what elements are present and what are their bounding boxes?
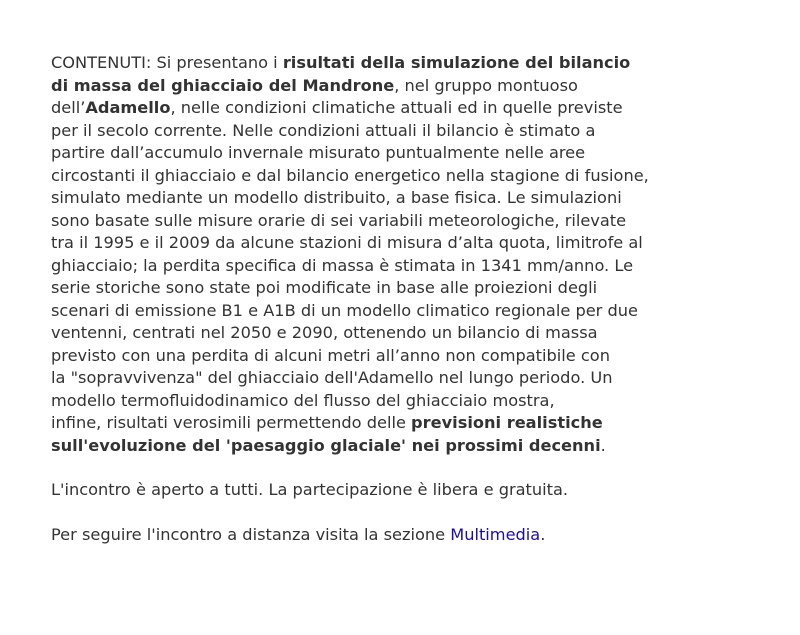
abstract-text: circostanti il ghiacciaio e dal bilancio energetico nella stagione di fusione, <box>51 165 649 185</box>
remote-info <box>51 524 751 547</box>
remote-info-prefix: Per seguire l'incontro a distanza visita la sezione <box>51 524 451 544</box>
event-description <box>51 52 751 546</box>
abstract-line <box>51 52 751 75</box>
abstract-line <box>51 210 751 233</box>
abstract-text: modello termofluidodinamico del flusso del ghiacciaio mostra, <box>51 390 555 410</box>
multimedia-link[interactable]: Multimedia <box>450 524 541 544</box>
abstract-line <box>51 255 751 278</box>
abstract-text: ghiacciaio; la perdita specifica di massa è stimata in 1341 mm/anno. Le <box>51 255 634 275</box>
abstract-line <box>51 412 751 435</box>
abstract-bold-text: Adamello <box>85 98 171 117</box>
abstract-line <box>51 187 751 210</box>
abstract-text: scenari di emissione B1 e A1B di un modello climatico regionale per due <box>51 300 638 320</box>
abstract-text: CONTENUTI: Si presentano i <box>51 53 283 72</box>
abstract-text: sono basate sulle misure orarie di sei variabili meteorologiche, rilevate <box>51 210 627 230</box>
abstract-line <box>51 75 751 98</box>
abstract-line <box>51 232 751 255</box>
abstract-line <box>51 120 751 143</box>
abstract-text: infine, risultati verosimili permettendo delle <box>51 413 412 432</box>
abstract-line <box>51 435 751 458</box>
abstract-text: partire dall’accumulo invernale misurato puntualmente nelle aree <box>51 143 586 162</box>
abstract-bold-text: risultati della simulazione del bilancio <box>282 53 631 72</box>
abstract-line <box>51 142 751 165</box>
abstract-paragraph <box>51 52 751 457</box>
abstract-text: , nelle condizioni climatiche attuali ed in quelle previste <box>170 98 623 117</box>
abstract-line <box>51 367 751 390</box>
abstract-text: ventenni, centrati nel 2050 e 2090, ottenendo un bilancio di massa <box>51 323 598 342</box>
access-note: L'incontro è aperto a tutti. La partecipazione è libera e gratuita. <box>51 480 569 499</box>
abstract-line <box>51 277 751 300</box>
abstract-text: serie storiche sono state poi modificate in base alle proiezioni degli <box>51 278 598 297</box>
abstract-line <box>51 322 751 345</box>
abstract-line <box>51 97 751 120</box>
abstract-text: per il secolo corrente. Nelle condizioni attuali il bilancio è stimato a <box>51 120 596 140</box>
abstract-line <box>51 165 751 188</box>
abstract-bold-text: sull'evoluzione del 'paesaggio glaciale' nei prossimi decenni <box>51 435 601 455</box>
abstract-bold-text: previsioni realistiche <box>411 413 603 432</box>
abstract-line <box>51 300 751 323</box>
abstract-text: la "sopravvivenza" del ghiacciaio dell'Adamello nel lungo periodo. Un <box>51 368 613 387</box>
abstract-text: , nel gruppo montuoso <box>394 75 578 95</box>
remote-info-suffix: . <box>540 524 546 544</box>
abstract-text: simulato mediante un modello distribuito, a base fisica. Le simulazioni <box>51 188 622 207</box>
abstract-text: . <box>600 435 606 455</box>
abstract-line <box>51 390 751 413</box>
abstract-text: tra il 1995 e il 2009 da alcune stazioni di misura d’alta quota, limitrofe al <box>51 233 643 252</box>
abstract-bold-text: di massa del ghiacciaio del Mandrone <box>51 75 395 95</box>
abstract-line <box>51 345 751 368</box>
abstract-text: previsto con una perdita di alcuni metri all’anno non compatibile con <box>51 345 610 365</box>
abstract-text: dell’ <box>51 98 86 117</box>
